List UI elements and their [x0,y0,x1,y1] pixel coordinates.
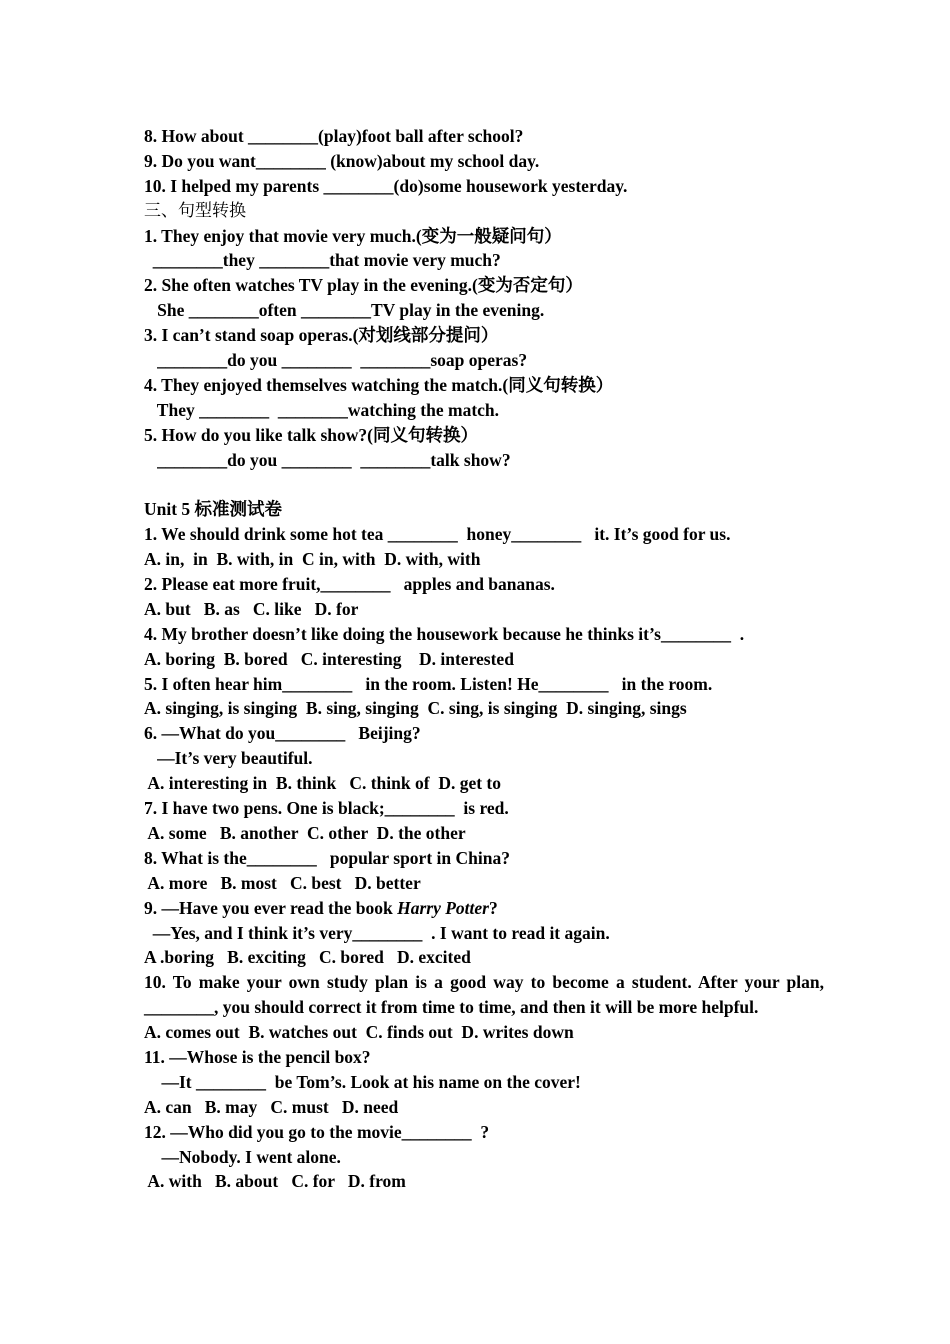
section-heading: 三、句型转换 [144,200,246,221]
question-line: 1. They enjoy that movie very much.(变为一般疑问句） [144,225,562,246]
options-line: A. boring B. bored C. interesting D. interested [144,648,514,669]
q9-suffix: ? [488,897,498,918]
book-title: Harry Potter [397,897,489,918]
options-line: A. comes out B. watches out C. finds out D. writes down [144,1022,574,1043]
question-line: 2. Please eat more fruit,________ apples and bananas. [144,574,555,595]
answer-line: ________do you ________ ________soap operas? [144,350,528,371]
question-line: 6. ―What do you________ Beijing? [144,723,421,744]
answer-line: ________do you ________ ________talk show? [144,449,511,470]
question-line: 9. Do you want________ (know)about my school day. [144,150,540,171]
question-line: 11. ―Whose is the pencil box? [144,1046,371,1067]
options-line: A. but B. as C. like D. for [144,598,359,619]
options-line: A. more B. most C. best D. better [144,872,421,893]
dialogue-line: ―Nobody. I went alone. [144,1146,341,1167]
dialogue-line: ―It ________ be Tom’s. Look at his name on the cover! [144,1071,581,1092]
question-line: 5. How do you like talk show?(同义句转换） [144,424,478,445]
options-line: A. in, in B. with, in C in, with D. with, with [144,549,481,570]
question-line: 5. I often hear him________ in the room. Listen! He________ in the room. [144,673,713,694]
options-line: A. can B. may C. must D. need [144,1096,399,1117]
spacer [144,472,824,497]
question-line: 10. I helped my parents ________(do)some housework yesterday. [144,175,628,196]
question-line: 8. What is the________ popular sport in China? [144,847,510,868]
dialogue-line: ―Yes, and I think it’s very________ . I want to read it again. [144,922,610,943]
question-line: 4. They enjoyed themselves watching the match.(同义句转换） [144,374,614,395]
answer-line: They ________ ________watching the match. [144,399,500,420]
question-paragraph: 10. To make your own study plan is a good way to become a student. After your plan, ________, you should correct it from time to time, and then it will be more helpful. [144,972,824,1018]
document-page [144,124,824,1194]
options-line: A. interesting in B. think C. think of D. get to [144,773,502,794]
question-line: 1. We should drink some hot tea ________ honey________ it. It’s good for us. [144,524,731,545]
question-line: 2. She often watches TV play in the evening.(变为否定句） [144,275,583,296]
answer-line: ________they ________that movie very much? [144,250,501,271]
answer-line: She ________often ________TV play in the evening. [144,300,545,321]
unit-title: Unit 5 标准测试卷 [144,499,283,520]
question-line: 4. My brother doesn’t like doing the housework because he thinks it’s________ . [144,623,745,644]
question-line: 3. I can’t stand soap operas.(对划线部分提问） [144,325,499,346]
question-line: 8. How about ________(play)foot ball after school? [144,126,524,146]
options-line: A. with B. about C. for D. from [144,1171,406,1192]
options-line: A. singing, is singing B. sing, singing C. sing, is singing D. singing, sings [144,698,687,719]
options-line: A .boring B. exciting C. bored D. excited [144,947,471,968]
q9-prefix: 9. ―Have you ever read the book [144,897,398,918]
question-line [144,896,824,921]
question-line: 7. I have two pens. One is black;________ is red. [144,798,509,819]
dialogue-line: ―It’s very beautiful. [144,748,313,769]
question-line: 12. ―Who did you go to the movie________ ? [144,1121,490,1142]
options-line: A. some B. another C. other D. the other [144,822,466,843]
